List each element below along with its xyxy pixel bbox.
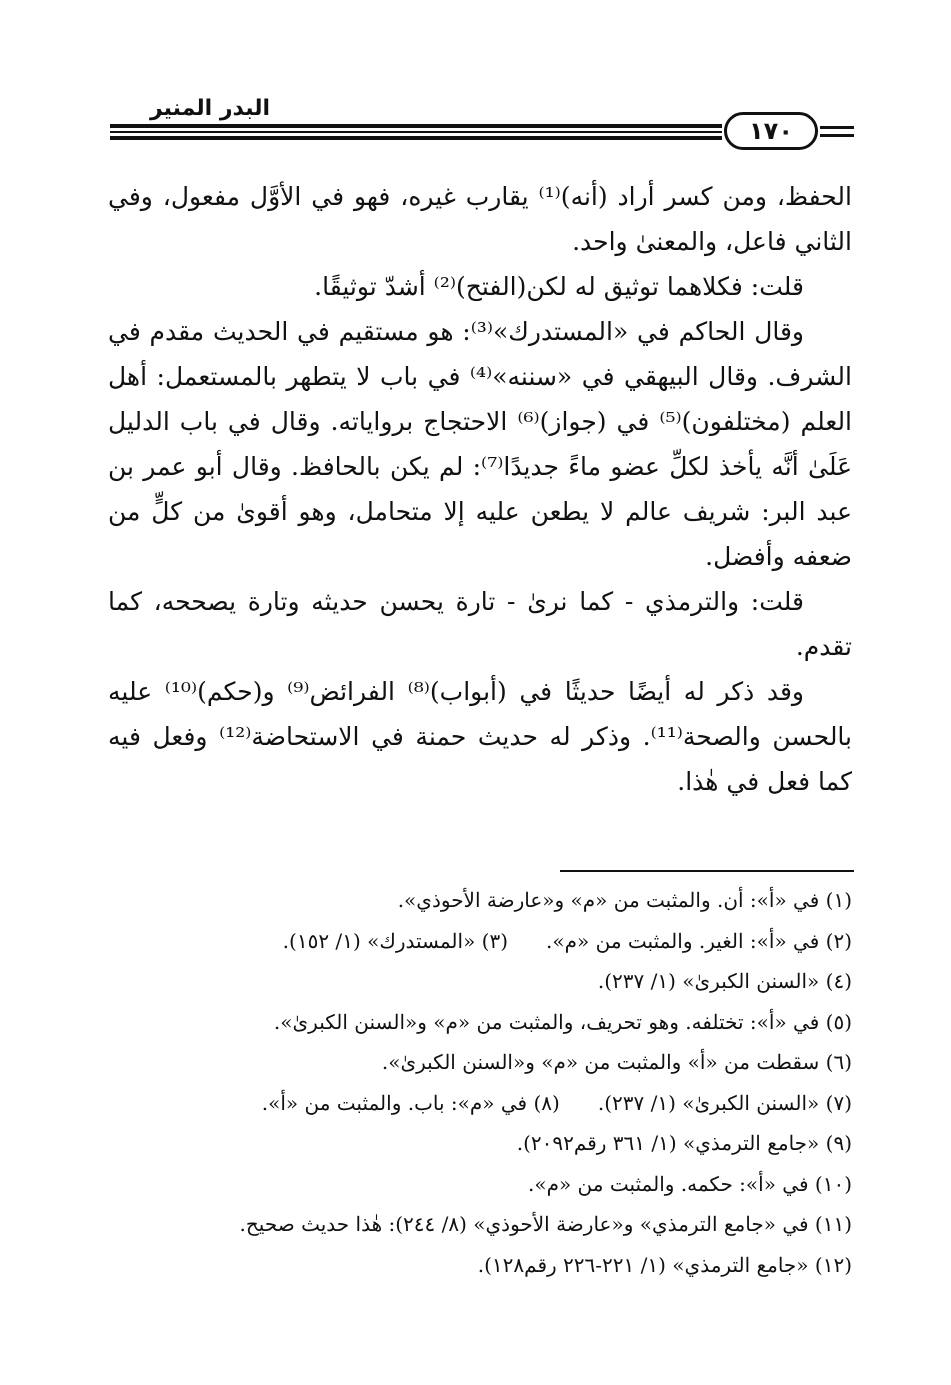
footnote: (١) في «أ»: أن. والمثبت من «م» و«عارضة الأحوذي».	[397, 888, 852, 912]
footnote: (٢) في «أ»: الغير. والمثبت من «م».	[546, 928, 852, 953]
footnote: (١٠) في «أ»: حكمه. والمثبت من «م».	[527, 1171, 852, 1196]
paragraph: قلت: والترمذي - كما نرىٰ - تارة يحسن حديثه وتارة يصححه، كما تقدم.	[108, 587, 852, 661]
paragraph: وقد ذكر له أيضًا حديثًا في (أبواب)⁽⁸⁾ الفرائض⁽⁹⁾ و(حكم)⁽¹⁰⁾ عليه بالحسن والصحة⁽¹¹⁾. وذكر له حديث حمنة في الاستحاضة⁽¹²⁾ وفعل فيه كما فعل في هٰذا.	[108, 677, 853, 796]
footnotes	[140, 880, 852, 1285]
footnote-line	[140, 1164, 852, 1205]
footnote-line	[140, 1245, 852, 1286]
footnote: (٤) «السنن الكبرىٰ» (١/ ٢٣٧).	[597, 969, 852, 993]
footnote-line	[140, 880, 852, 921]
paragraph: قلت: فكلاهما توثيق له لكن(الفتح)⁽²⁾ أشدّ توثيقًا.	[314, 272, 804, 301]
running-title: البدر المنير	[149, 96, 270, 121]
footnote-line	[140, 1123, 852, 1164]
header-rule	[110, 136, 722, 140]
paragraph: وقال الحاكم في «المستدرك»⁽³⁾: هو مستقيم في الحديث مقدم في الشرف. وقال البيهقي في «سننه»⁽⁴⁾ في باب لا يتطهر بالمستعمل: أهل العلم (مختلفون)⁽⁵⁾ في (جواز)⁽⁶⁾ الاحتجاج برواياته. وقال في باب الدليل عَلَىٰ أنَّه يأخذ لكلِّ عضو ماءً جديدًا⁽⁷⁾: لم يكن بالحافظ. وقال أبو عمر بن عبد البر: شريف عالم لا يطعن عليه إلا متحامل، وهو أقوىٰ من كلٍّ من ضعفه وأفضل.	[108, 317, 853, 571]
header-rule	[110, 131, 722, 133]
footnote-separator	[560, 870, 854, 872]
header-rule	[820, 134, 854, 137]
footnote: (٧) «السنن الكبرىٰ» (١/ ٢٣٧).	[597, 1090, 852, 1115]
footnote-line	[140, 1083, 852, 1124]
footnote: (٨) في «م»: باب. والمثبت من «أ».	[261, 1090, 560, 1115]
footnote: (٥) في «أ»: تختلفه. وهو تحريف، والمثبت من «م» و«السنن الكبرىٰ».	[273, 1009, 852, 1034]
footnote-line	[140, 961, 852, 1002]
footnote-line	[140, 1002, 852, 1043]
footnote: (٩) «جامع الترمذي» (١/ ٣٦١ رقم٢٠٩٢).	[516, 1131, 852, 1155]
main-text	[108, 174, 852, 804]
footnote-line	[140, 1042, 852, 1083]
header-rule	[110, 124, 722, 128]
footnote: (٦) سقطت من «أ» والمثبت من «م» و«السنن الكبرىٰ».	[381, 1050, 852, 1074]
footnote: (١١) في «جامع الترمذي» و«عارضة الأحوذي» (٨/ ٢٤٤): هٰذا حديث صحيح.	[239, 1212, 852, 1236]
footnote-line	[140, 1204, 852, 1245]
footnote-line	[140, 921, 852, 962]
footnote: (١٢) «جامع الترمذي» (١/ ٢٢١-٢٢٦ رقم١٢٨).	[477, 1252, 852, 1277]
paragraph: الحفظ، ومن كسر أراد (أنه)⁽¹⁾ يقارب غيره، فهو في الأوَّل مفعول، وفي الثاني فاعل، والمعنىٰ واحد.	[108, 182, 852, 256]
header-rule	[820, 126, 854, 129]
page-number: ١٧٠	[724, 112, 818, 150]
footnote: (٣) «المستدرك» (١/ ١٥٢).	[282, 928, 509, 953]
